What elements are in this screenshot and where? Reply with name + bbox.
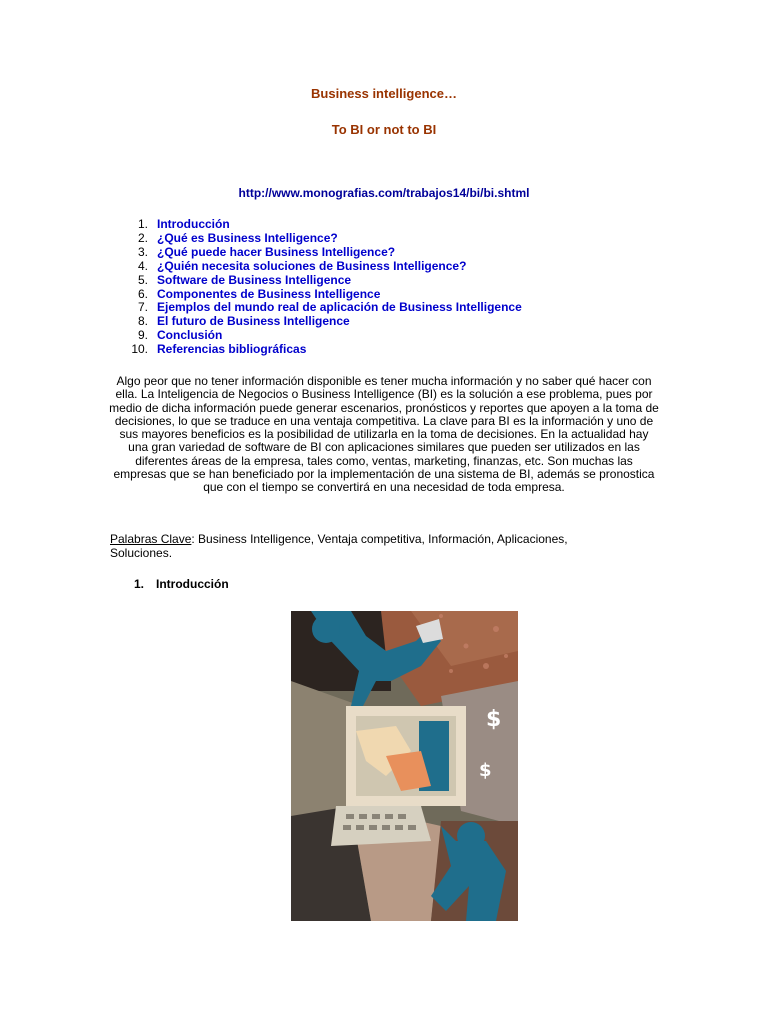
toc-link-quien-necesita[interactable]: ¿Quién necesita soluciones de Business Intelligence? [157,258,467,273]
toc-item [110,274,522,288]
page-subtitle: To BI or not to BI [331,122,437,137]
toc-item [110,343,522,357]
toc-number: 6. [137,286,148,301]
toc-item [110,288,522,302]
toc-number: 10. [131,342,148,357]
section-title: Introducción [156,577,229,591]
section-number: 1. [134,577,145,591]
toc-item [110,260,522,274]
abstract-paragraph: Algo peor que no tener información disponible es tener mucha información y no saber qué hacer con ella. La Inteligencia de Negocios o Business Intelligence (BI) es la solución a ese problema, pues por medio de dicha información puede generar escenarios, pronósticos y reportes que apoyen a la toma de decisiones, lo que se traduce en una ventaja competitiva. La clave para BI es la información y uno de sus mayores beneficios es la posibilidad de utilizarla en la toma de decisiones. En la actualidad hay una gran variedad de software de BI con aplicaciones similares que pueden ser utilizados en las diferentes áreas de la empresa, tales como, ventas, marketing, finanzas, etc. Son muchas las empresas que se han beneficiado por la implementación de una sistema de BI, además se pronostica que con el tiempo se convertirá en una necesidad de toda empresa. [109,374,659,495]
svg-text:$: $ [486,707,502,732]
keywords-text: Business Intelligence, Ventaja competitiva, Información, Aplicaciones, Soluciones. [110,532,568,560]
table-of-contents [110,218,522,357]
toc-number: 1. [137,217,148,231]
toc-link-que-puede-hacer[interactable]: ¿Qué puede hacer Business Intelligence? [157,244,396,259]
toc-number: 2. [137,230,148,245]
toc-number: 5. [137,272,148,287]
toc-item [110,232,522,246]
toc-item [110,246,522,260]
toc-number: 8. [137,314,148,329]
keywords-label: Palabras Clave [110,532,192,546]
toc-link-introduccion[interactable]: Introducción [157,217,230,231]
toc-item [110,329,522,343]
toc-link-software[interactable]: Software de Business Intelligence [157,272,352,287]
toc-number: 7. [137,300,148,315]
toc-number: 4. [137,258,148,273]
toc-number: 9. [137,328,148,343]
toc-number: 3. [137,244,148,259]
svg-text:$: $ [479,760,492,781]
page-title: Business intelligence… [311,86,457,101]
toc-item [110,218,522,232]
toc-item [110,315,522,329]
toc-link-componentes[interactable]: Componentes de Business Intelligence [157,286,381,301]
toc-link-que-es-bi[interactable]: ¿Qué es Business Intelligence? [157,230,338,245]
keywords-paragraph [110,532,620,560]
toc-item [110,301,522,315]
toc-link-futuro[interactable]: El futuro de Business Intelligence [157,314,350,329]
toc-link-referencias[interactable]: Referencias bibliográficas [157,342,307,357]
toc-link-ejemplos[interactable]: Ejemplos del mundo real de aplicación de Business Intelligence [157,300,522,315]
source-url-link[interactable]: http://www.monografias.com/trabajos14/bi/bi.shtml [238,186,530,200]
section-heading-introduccion [134,577,229,591]
keywords-colon: : [191,532,195,546]
business-clipart-illustration [291,611,518,921]
toc-link-conclusion[interactable]: Conclusión [157,328,223,343]
